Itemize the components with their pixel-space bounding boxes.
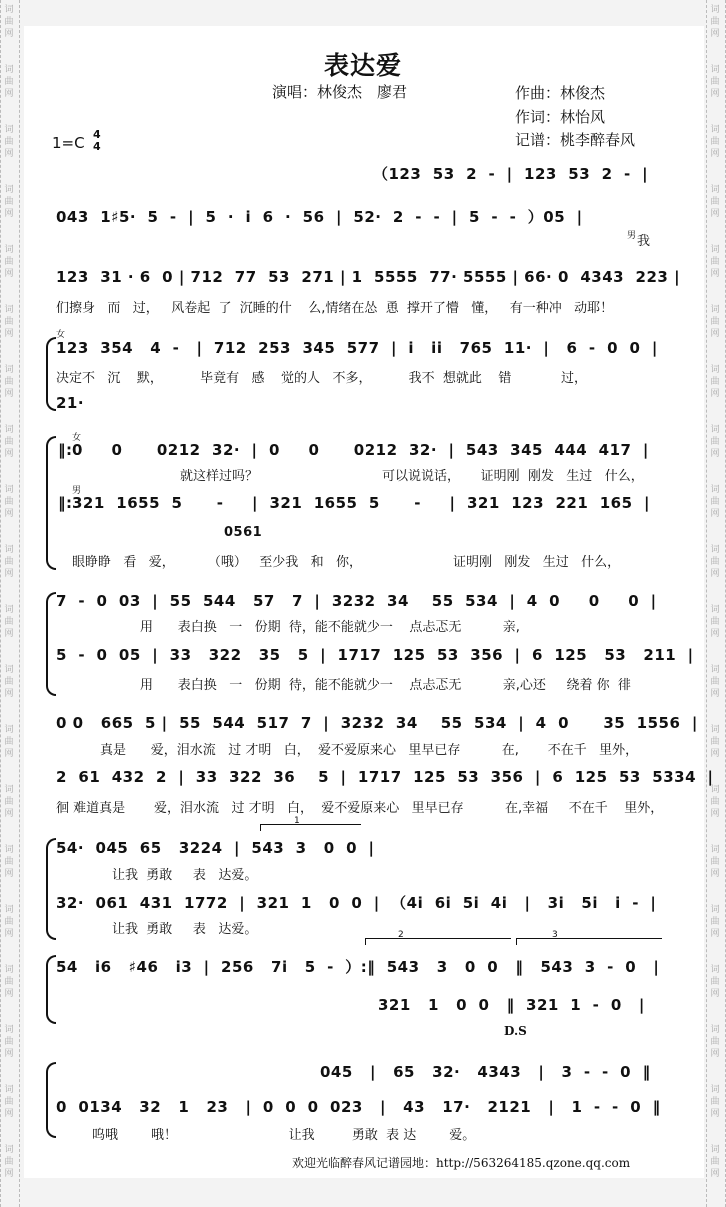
watermark-text: 词 曲 网: [4, 5, 14, 39]
lyric-line: 真是 爱，泪水流 过 才明 白， 爱不爱原来心 里早已存 在, 不在千 里外，: [100, 743, 639, 758]
system-brace: [46, 955, 56, 1024]
song-title: 表达爱: [323, 51, 402, 80]
lyric-line: 让我 勇敢 表 达爱。: [112, 922, 258, 937]
time-signature-top: 4: [93, 128, 101, 141]
lyric-line: 让我 勇敢 表 达爱。: [112, 868, 258, 883]
watermark-text: 词 曲 网: [710, 185, 720, 219]
notation-line: 2 61 432 2 | 33 322 36 5 | 1717 125 53 356 | 6 125 53 5334 |: [56, 768, 714, 786]
right-watermark-strip: [706, 0, 726, 1207]
notation-line: 045 | 65 32· 4343 | 3 - - 0 ‖: [320, 1063, 651, 1081]
watermark-text: 词 曲 网: [710, 425, 720, 459]
transcriber-credit: 记谱：桃李醉春风: [515, 131, 636, 149]
watermark-text: 词 曲 网: [4, 1025, 14, 1059]
volta-bracket: [516, 938, 662, 945]
repeat-sign: ‖:: [58, 441, 73, 459]
watermark-text: 词 曲 网: [710, 905, 720, 939]
volta-bracket: [260, 824, 361, 831]
notation-line: 0 0 0212 32· | 0 0 0212 32· | 543 345 444 417 |: [72, 441, 649, 459]
watermark-text: 词 曲 网: [4, 1085, 14, 1119]
watermark-text: 词 曲 网: [4, 545, 14, 579]
notation-line: 043 1♯5· 5 - | 5 · i 6 · 56 | 52· 2 - - | 5 - - ）05 |: [56, 208, 583, 226]
watermark-text: 词 曲 网: [710, 665, 720, 699]
voice-mark-male: 男: [72, 486, 82, 496]
notation-line: 0 0134 32 1 23 | 0 0 0 023 | 43 17· 2121 | 1 - - 0 ‖: [56, 1098, 661, 1116]
watermark-text: 词 曲 网: [4, 965, 14, 999]
notation-line: 123 31 · 6 0 | 712 77 53 271 | 1 5555 77· 5555 | 66· 0 4343 223 |: [56, 268, 681, 286]
system-brace: [46, 436, 56, 570]
notation-line: 32· 061 431 1772 | 321 1 0 0 | （4i 6i 5i 4i | 3i 5i i - |: [56, 894, 657, 912]
time-signature-bottom: 4: [93, 140, 101, 153]
lyric-line: 决定不 沉 默， 毕竟有 感 觉的人 不多， 我不 想就此 错 过，: [56, 371, 588, 386]
notation-line: （123 53 2 - | 123 53 2 - |: [373, 165, 649, 183]
watermark-text: 词 曲 网: [4, 425, 14, 459]
notation-line: 54 i6 ♯46 i3 | 256 7i 5 - ）:‖ 543 3 0 0 ‖ 543 3 - 0 |: [56, 958, 660, 976]
composer-credit: 作曲：林俊杰: [515, 84, 606, 102]
lyric-line: 眼睁睁 看 爱， （哦） 至少我 和 你， 证明刚 刚发 生过 什么，: [72, 555, 621, 570]
notation-line: 321 1 0 0 ‖ 321 1 - 0 |: [378, 996, 645, 1014]
watermark-text: 词 曲 网: [4, 605, 14, 639]
watermark-text: 词 曲 网: [710, 245, 720, 279]
notation-line: 54· 045 65 3224 | 543 3 0 0 |: [56, 839, 375, 857]
watermark-text: 词 曲 网: [710, 5, 720, 39]
left-watermark-strip: [0, 0, 20, 1207]
watermark-text: 词 曲 网: [4, 185, 14, 219]
lyric-line: 徊 难道真是 爱，泪水流 过 才明 白， 爱不爱原来心 里早已存 在,幸福 不在千 里外，: [56, 801, 664, 816]
notation-line: 21·: [56, 394, 85, 412]
volta-number: 2: [398, 930, 404, 940]
lyric-line: 用 表白换 一 份期 待，能不能就少一 点忐忑无 亲,: [140, 620, 520, 635]
watermark-text: 词 曲 网: [4, 725, 14, 759]
notation-line: 123 354 4 - | 712 253 345 577 | i ii 765 11· | 6 - 0 0 |: [56, 339, 658, 357]
watermark-text: 词 曲 网: [4, 665, 14, 699]
volta-number: 1: [294, 816, 300, 826]
watermark-text: 词 曲 网: [4, 305, 14, 339]
watermark-text: 词 曲 网: [710, 1145, 720, 1179]
watermark-text: 词 曲 网: [4, 245, 14, 279]
key-signature: 1=C: [52, 134, 85, 152]
lyric-line: 我: [637, 234, 651, 249]
watermark-text: 词 曲 网: [4, 845, 14, 879]
lyric-line: 就这样过吗？ 可以说说话， 证明刚 刚发 生过 什么，: [180, 469, 644, 484]
watermark-text: 词 曲 网: [4, 65, 14, 99]
notation-line: 7 - 0 03 | 55 544 57 7 | 3232 34 55 534 | 4 0 0 0 |: [56, 592, 657, 610]
system-brace: [46, 1062, 56, 1138]
notation-line: 0 0 665 5 | 55 544 517 7 | 3232 34 55 534 | 4 0 35 1556 |: [56, 714, 698, 732]
lyricist-credit: 作词：林怡风: [515, 108, 606, 126]
watermark-text: 词 曲 网: [710, 965, 720, 999]
notation-line: 0561: [224, 525, 263, 540]
watermark-text: 词 曲 网: [710, 845, 720, 879]
notation-line: 321 1655 5 - | 321 1655 5 - | 321 123 221 165 |: [72, 494, 650, 512]
voice-mark-female: 女: [56, 330, 66, 340]
lyric-line: 用 表白换 一 份期 待，能不能就少一 点忐忑无 亲,心还 绕着 你 徘: [140, 678, 631, 693]
time-signature: [93, 129, 101, 153]
system-brace: [46, 337, 56, 411]
watermark-text: 词 曲 网: [710, 485, 720, 519]
watermark-text: 词 曲 网: [4, 905, 14, 939]
singers: 演唱：林俊杰 廖君: [272, 83, 408, 101]
watermark-text: 词 曲 网: [710, 1025, 720, 1059]
watermark-text: 词 曲 网: [710, 125, 720, 159]
footer-credit: 欢迎光临醉春风记谱园地：http://563264185.qzone.qq.com: [292, 1156, 631, 1170]
watermark-text: 词 曲 网: [710, 1085, 720, 1119]
watermark-text: 词 曲 网: [710, 305, 720, 339]
lyric-line: 们擦身 而 过， 风卷起 了 沉睡的什 么,情绪在怂 恿 撑开了懵 懂， 有一种冲 动耶！: [56, 301, 614, 316]
watermark-text: 词 曲 网: [710, 65, 720, 99]
notation-line: 5 - 0 05 | 33 322 35 5 | 1717 125 53 356 | 6 125 53 211 |: [56, 646, 694, 664]
lyric-line: 呜哦 哦！ 让我 勇敢 表 达 爱。: [92, 1128, 476, 1143]
voice-mark-female: 女: [72, 433, 82, 443]
system-brace: [46, 592, 56, 696]
watermark-text: 词 曲 网: [710, 365, 720, 399]
repeat-sign: ‖:: [58, 494, 73, 512]
watermark-text: 词 曲 网: [710, 545, 720, 579]
ds-mark: D.S: [504, 1024, 527, 1038]
watermark-text: 词 曲 网: [4, 485, 14, 519]
volta-bracket: [365, 938, 511, 945]
volta-number: 3: [552, 930, 558, 940]
system-brace: [46, 838, 56, 940]
voice-mark-male: 男: [627, 231, 637, 241]
watermark-text: 词 曲 网: [710, 725, 720, 759]
watermark-text: 词 曲 网: [710, 605, 720, 639]
watermark-text: 词 曲 网: [4, 1145, 14, 1179]
watermark-text: 词 曲 网: [4, 785, 14, 819]
watermark-text: 词 曲 网: [710, 785, 720, 819]
watermark-text: 词 曲 网: [4, 365, 14, 399]
watermark-text: 词 曲 网: [4, 125, 14, 159]
